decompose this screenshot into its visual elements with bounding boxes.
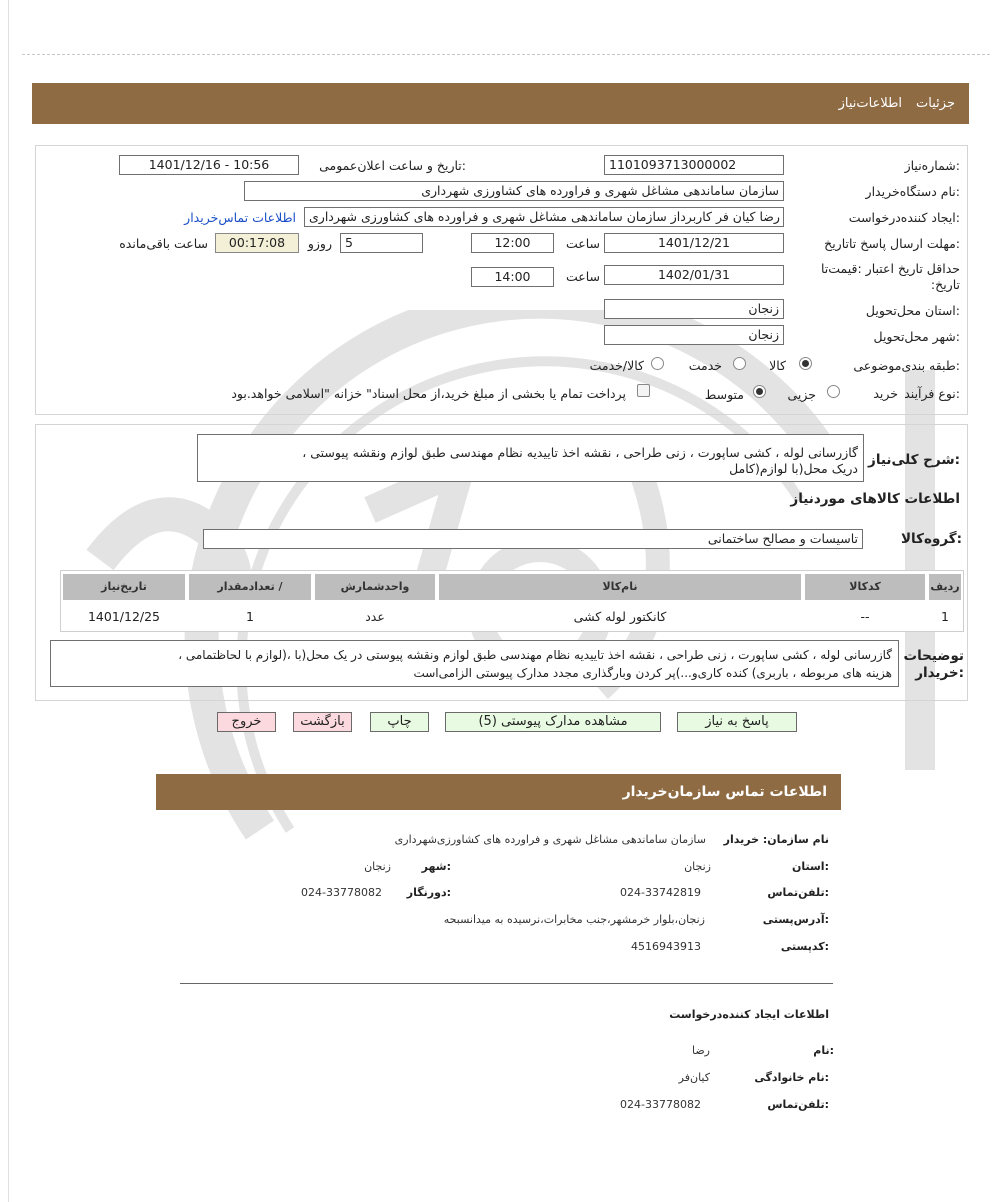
contact-phone-label: تلفن‌تماس:: [767, 886, 829, 899]
category-option-goods-service: کالا/خدمت: [589, 358, 644, 373]
details-header-bar: [32, 83, 969, 124]
city-field[interactable]: زنجان: [604, 325, 784, 345]
contact-postal-value: 4516943913: [631, 940, 701, 953]
announce-date-label: تاریخ و ساعت اعلان‌عمومی:: [319, 158, 466, 173]
reply-to-need-button[interactable]: پاسخ به نیاز: [677, 712, 797, 732]
radio-process-minor[interactable]: [827, 385, 840, 398]
buyer-contact-link[interactable]: اطلاعات تماس‌خریدار: [184, 210, 296, 225]
tab-details[interactable]: جزئیات: [916, 96, 955, 111]
buyer-contact-title: اطلاعات تماس سازمان‌خریدار: [622, 784, 827, 800]
remaining-label: ساعت باقی‌مانده: [119, 236, 208, 251]
process-type-label: نوع فرآیند:: [904, 386, 960, 401]
radio-process-medium[interactable]: [753, 385, 766, 398]
need-description-line1: ، گازرسانی لوله ، کشی ساپورت ، زنی طراحی ، نقشه اخذ تاییدیه نظام مهندسی طبق لوازم ونقشه پیوستی: [302, 445, 858, 460]
deadline-label: مهلت ارسال پاسخ تا‌تاریخ:: [824, 236, 960, 251]
category-option-service: خدمت: [688, 358, 722, 373]
creator-family-label: نام خانوادگی:: [754, 1071, 829, 1084]
print-button[interactable]: چاپ: [370, 712, 429, 732]
col-header-qty: تعداد‌مقدار /: [189, 574, 311, 600]
process-option-minor: جزیی: [787, 387, 816, 402]
contact-fax-value: 024-33778082: [301, 886, 382, 899]
city-label: شهر محل‌تحویل:: [873, 329, 960, 344]
remaining-timer: 00:17:08: [215, 233, 299, 253]
contact-province-value: زنجان: [684, 860, 711, 873]
province-field[interactable]: زنجان: [604, 299, 784, 319]
creator-phone-label: تلفن‌تماس:: [767, 1098, 829, 1111]
contact-city-label: شهر:: [421, 860, 451, 873]
creator-name-label: نام:: [813, 1044, 834, 1057]
col-header-name: نام‌کالا: [439, 574, 801, 600]
contact-address-label: آدرس‌پستی:: [762, 913, 829, 926]
cell-qty: 1: [246, 609, 254, 624]
radio-category-goods-service[interactable]: [651, 357, 664, 370]
cell-unit: عدد: [365, 609, 385, 624]
cell-code: --: [860, 609, 870, 624]
contact-phone-value: 024-33742819: [620, 886, 701, 899]
goods-group-label: گروه‌کالا:: [901, 531, 962, 547]
buyer-notes-line2: هزینه های مربوطه ، باربری) کنده کاری‌و...)پر کردن وبارگذاری مجدد مدارک پیوستی الزامی‌است: [413, 666, 892, 680]
deadline-time-word: ساعت: [565, 236, 600, 251]
col-header-code: کدکالا: [805, 574, 925, 600]
tab-need-info[interactable]: اطلاعات‌نیاز: [838, 96, 903, 111]
buyer-notes-line1: ، گازرسانی لوله ، کشی ساپورت ، زنی طراحی ، نقشه اخذ تاییدیه نظام مهندسی طبق لوازم ونقشه پیوستی در یک محل(با ،(لوازم با لحاظتمامی: [178, 648, 892, 662]
creator-label: ایجاد کننده‌درخواست:: [848, 210, 960, 225]
process-option-medium: متوسط: [704, 387, 744, 402]
need-number-field[interactable]: 1101093713000002: [604, 155, 784, 175]
days-word: روز‌و: [307, 236, 332, 251]
deadline-date-field[interactable]: 1401/12/21: [604, 233, 784, 253]
contact-divider: [180, 983, 833, 984]
buyer-notes-label-line2: خریدار:: [915, 665, 964, 681]
creator-family-value: کیان‌فر: [678, 1071, 710, 1084]
days-field[interactable]: 5: [340, 233, 423, 253]
buyer-org-label: نام دستگاه‌خریدار:: [865, 184, 960, 199]
goods-info-heading: اطلاعات کالاهای مورد‌نیاز: [790, 491, 960, 507]
goods-group-field[interactable]: تاسیسات و مصالح ساختمانی: [203, 529, 863, 549]
cell-row-number: 1: [941, 609, 949, 624]
announce-date-field[interactable]: 1401/12/16 - 10:56: [119, 155, 299, 175]
back-button[interactable]: بازگشت: [293, 712, 352, 732]
validity-label-line2: :تاریخ: [930, 277, 960, 292]
validity-date-field[interactable]: 1402/01/31: [604, 265, 784, 285]
contact-province-label: استان:: [791, 860, 829, 873]
treasury-payment-note: پرداخت تمام یا بخشی از مبلغ خرید،از محل اسناد" خزانه "اسلامی خواهد.بود: [231, 386, 626, 401]
creator-phone-value: 024-33778082: [620, 1098, 701, 1111]
need-description-line2: دریک محل(با لوازم(کامل: [729, 461, 858, 476]
cell-date: 1401/12/25: [87, 609, 161, 624]
validity-time-field[interactable]: 14:00: [471, 267, 554, 287]
creator-name-value: رضا: [691, 1044, 710, 1057]
buyer-org-field[interactable]: سازمان ساماندهی مشاغل شهری و فراورده های کشاورزی شهرداری: [244, 181, 784, 201]
contact-fax-label: دورنگار:: [406, 886, 451, 899]
treasury-payment-checkbox[interactable]: [637, 384, 650, 397]
category-label: طبقه بندی‌موضوعی:: [853, 358, 960, 373]
radio-category-service[interactable]: [733, 357, 746, 370]
contact-address-value: زنجان،بلوار خرمشهر،جنب مخابرات،نرسیده به میدانسبحه: [443, 913, 705, 926]
buyer-contact-header: [156, 774, 841, 810]
need-description-label: شرح کلی‌نیاز:: [868, 452, 960, 468]
category-option-goods: کالا: [769, 358, 786, 373]
creator-field[interactable]: رضا کیان فر کاربرداز سازمان ساماندهی مشاغل شهری و فراورده های کشاورزی شهرداری: [304, 207, 784, 227]
validity-time-word: ساعت: [565, 269, 600, 284]
cell-name: کانکتور لوله کشی: [573, 609, 667, 624]
col-header-unit: واحد‌شمارش: [315, 574, 435, 600]
contact-postal-label: کد‌پستی:: [780, 940, 829, 953]
province-label: استان محل‌تحویل:: [865, 303, 960, 318]
goods-table: [60, 570, 964, 632]
col-header-row: ردیف: [929, 574, 961, 600]
creator-info-title: اطلاعات ایجاد کننده‌درخواست: [669, 1008, 829, 1021]
validity-label-line1: حداقل تاریخ اعتبار :قیمت‌تا: [820, 261, 960, 276]
need-number-label: شماره‌نیاز:: [904, 158, 960, 173]
contact-org-label: نام سازمان‌: خریدار: [723, 833, 829, 846]
exit-button[interactable]: خروج: [217, 712, 276, 732]
contact-city-value: زنجان: [364, 860, 391, 873]
contact-org-value: سازمان ساماندهی مشاغل شهری و فراورده های کشاورزی‌شهرداری: [394, 833, 706, 846]
col-header-date: تاریخ‌نیاز: [63, 574, 185, 600]
deadline-time-field[interactable]: 12:00: [471, 233, 554, 253]
process-word: خرید: [873, 386, 898, 401]
radio-category-goods[interactable]: [799, 357, 812, 370]
view-attachments-button[interactable]: مشاهده مدارک پیوستی (5): [445, 712, 661, 732]
left-border-line: [8, 0, 9, 1202]
buyer-notes-label-line1: توضیحات: [903, 648, 964, 664]
top-dashed-separator: [22, 54, 990, 55]
